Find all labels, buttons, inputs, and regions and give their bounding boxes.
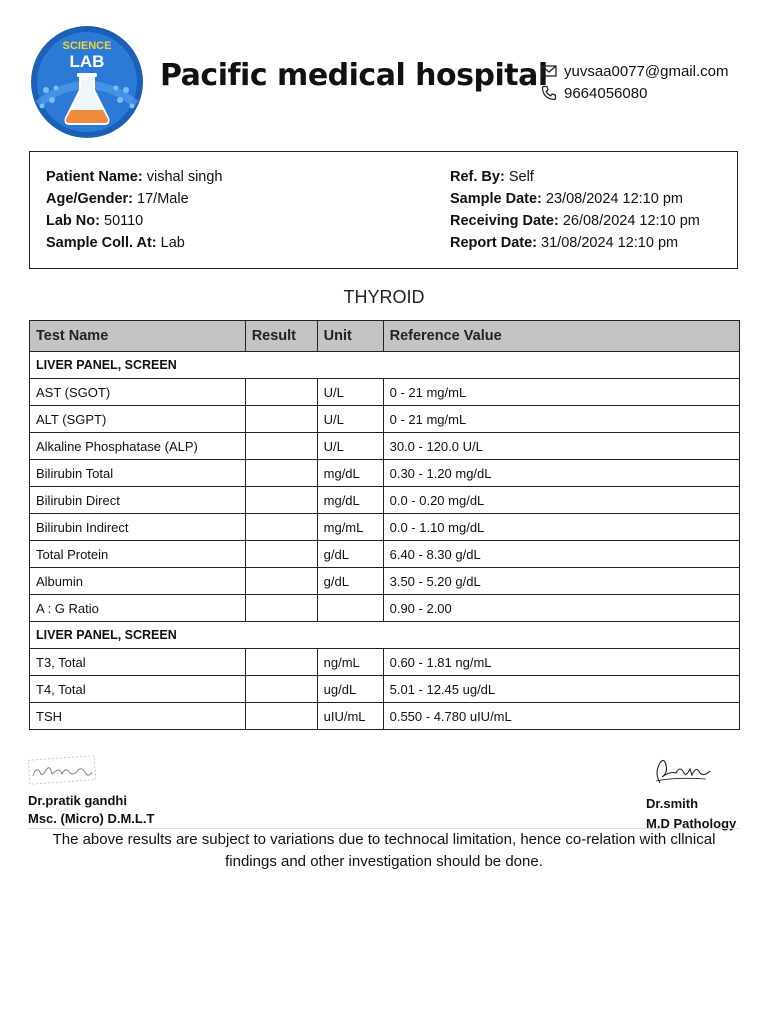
results-table — [29, 320, 740, 730]
group-heading: LIVER PANEL, SCREEN — [30, 622, 740, 649]
unit-cell: g/dL — [317, 568, 383, 595]
reference-value-cell: 0.30 - 1.20 mg/dL — [383, 460, 739, 487]
unit-cell: mg/mL — [317, 514, 383, 541]
result-cell — [245, 649, 317, 676]
header-reference-value: Reference Value — [383, 321, 739, 352]
signature-right — [646, 755, 736, 832]
patient-name-row — [46, 166, 223, 188]
receiving-date-row — [450, 210, 700, 232]
contact-phone[interactable]: 9664056080 — [564, 84, 648, 102]
contact-email-row — [541, 60, 728, 82]
table-header-row — [30, 321, 740, 352]
lab-no-row — [46, 210, 223, 232]
header-result: Result — [245, 321, 317, 352]
unit-cell: ng/mL — [317, 649, 383, 676]
table-row — [30, 595, 740, 622]
unit-cell: mg/dL — [317, 487, 383, 514]
sample-coll-row — [46, 232, 223, 254]
sample-coll-label: Sample Coll. At: — [46, 235, 157, 251]
ref-by-value: Self — [508, 169, 534, 185]
test-name-cell: TSH — [30, 703, 246, 730]
reference-value-cell: 6.40 - 8.30 g/dL — [383, 541, 739, 568]
science-lab-logo — [28, 26, 146, 138]
right-doctor-degree: M.D Pathology — [646, 816, 737, 831]
table-group-row — [30, 622, 740, 649]
unit-cell: uIU/mL — [317, 703, 383, 730]
left-doctor-degree: Msc. (Micro) D.M.L.T — [28, 811, 155, 826]
reference-value-cell: 0 - 21 mg/mL — [383, 379, 739, 406]
envelope-icon — [541, 65, 557, 77]
test-name-cell: A : G Ratio — [30, 595, 246, 622]
reference-value-cell: 3.50 - 5.20 g/dL — [383, 568, 739, 595]
patient-info-right — [450, 166, 700, 254]
table-row — [30, 676, 740, 703]
test-name-cell: T4, Total — [30, 676, 246, 703]
result-cell — [245, 460, 317, 487]
result-cell — [245, 514, 317, 541]
reference-value-cell: 30.0 - 120.0 U/L — [383, 433, 739, 460]
patient-name-value: vishal singh — [146, 169, 223, 185]
table-row — [30, 460, 740, 487]
test-name-cell: Total Protein — [30, 541, 246, 568]
table-row — [30, 703, 740, 730]
reference-value-cell: 5.01 - 12.45 ug/dL — [383, 676, 739, 703]
unit-cell: ug/dL — [317, 676, 383, 703]
right-doctor-name: Dr.smith — [646, 796, 699, 811]
header-test-name: Test Name — [30, 321, 246, 352]
reference-value-cell: 0.550 - 4.780 uIU/mL — [383, 703, 739, 730]
test-name-cell: Albumin — [30, 568, 246, 595]
result-cell — [245, 568, 317, 595]
lab-no-label: Lab No: — [46, 213, 100, 229]
logo-science-text: SCIENCE — [62, 40, 112, 52]
result-cell — [245, 703, 317, 730]
reference-value-cell: 0.60 - 1.81 ng/mL — [383, 649, 739, 676]
result-cell — [245, 595, 317, 622]
test-name-cell: Bilirubin Total — [30, 460, 246, 487]
sample-date-label: Sample Date: — [450, 191, 542, 207]
report-date-row — [450, 232, 700, 254]
ref-by-label: Ref. By: — [450, 169, 505, 185]
left-doctor-name: Dr.pratik gandhi — [28, 793, 127, 808]
test-name-cell: Bilirubin Indirect — [30, 514, 246, 541]
result-cell — [245, 379, 317, 406]
sample-coll-value: Lab — [160, 235, 185, 251]
sample-date-value: 23/08/2024 12:10 pm — [545, 191, 683, 207]
disclaimer-text: The above results are subject to variations due to technocal limitation, hence co-relation with cllnical findings and other investigation should be done. — [52, 831, 716, 870]
contact-email[interactable]: yuvsaa0077@gmail.com — [564, 62, 729, 80]
reference-value-cell: 0.90 - 2.00 — [383, 595, 739, 622]
hospital-name: Pacific medical hospital — [160, 58, 548, 93]
result-cell — [245, 406, 317, 433]
phone-icon — [541, 85, 557, 101]
unit-cell: U/L — [317, 433, 383, 460]
receiving-date-label: Receiving Date: — [450, 213, 559, 229]
signature-image-right — [646, 755, 716, 787]
unit-cell — [317, 595, 383, 622]
table-row — [30, 487, 740, 514]
patient-info-left — [46, 166, 223, 254]
test-name-cell: T3, Total — [30, 649, 246, 676]
table-row — [30, 568, 740, 595]
result-cell — [245, 541, 317, 568]
table-row — [30, 406, 740, 433]
table-row — [30, 541, 740, 568]
contact-phone-row — [541, 82, 728, 104]
contact-block — [541, 60, 728, 104]
reference-value-cell: 0.0 - 1.10 mg/dL — [383, 514, 739, 541]
ref-by-row — [450, 166, 700, 188]
result-cell — [245, 487, 317, 514]
results-body — [30, 352, 740, 730]
test-name-cell: ALT (SGPT) — [30, 406, 246, 433]
table-row — [30, 433, 740, 460]
patient-name-label: Patient Name: — [46, 169, 143, 185]
reference-value-cell: 0 - 21 mg/mL — [383, 406, 739, 433]
reference-value-cell: 0.0 - 0.20 mg/dL — [383, 487, 739, 514]
test-name-cell: Alkaline Phosphatase (ALP) — [30, 433, 246, 460]
age-gender-label: Age/Gender: — [46, 191, 134, 207]
table-row — [30, 514, 740, 541]
table-row — [30, 379, 740, 406]
section-title: THYROID — [343, 287, 425, 307]
report-date-value: 31/08/2024 12:10 pm — [541, 235, 679, 251]
test-name-cell: Bilirubin Direct — [30, 487, 246, 514]
table-group-row — [30, 352, 740, 379]
table-row — [30, 649, 740, 676]
unit-cell: U/L — [317, 406, 383, 433]
unit-cell: U/L — [317, 379, 383, 406]
test-name-cell: AST (SGOT) — [30, 379, 246, 406]
patient-info-box — [29, 151, 738, 269]
unit-cell: mg/dL — [317, 460, 383, 487]
lab-no-value: 50110 — [104, 213, 144, 229]
logo-lab-text: LAB — [69, 52, 105, 71]
group-heading: LIVER PANEL, SCREEN — [30, 352, 740, 379]
signature-image-left — [28, 754, 98, 786]
sample-date-row — [450, 188, 700, 210]
age-gender-row — [46, 188, 223, 210]
age-gender-value: 17/Male — [137, 191, 189, 207]
signature-left — [28, 754, 154, 827]
result-cell — [245, 676, 317, 703]
result-cell — [245, 433, 317, 460]
unit-cell: g/dL — [317, 541, 383, 568]
receiving-date-value: 26/08/2024 12:10 pm — [562, 213, 700, 229]
report-date-label: Report Date: — [450, 235, 538, 251]
header-unit: Unit — [317, 321, 383, 352]
